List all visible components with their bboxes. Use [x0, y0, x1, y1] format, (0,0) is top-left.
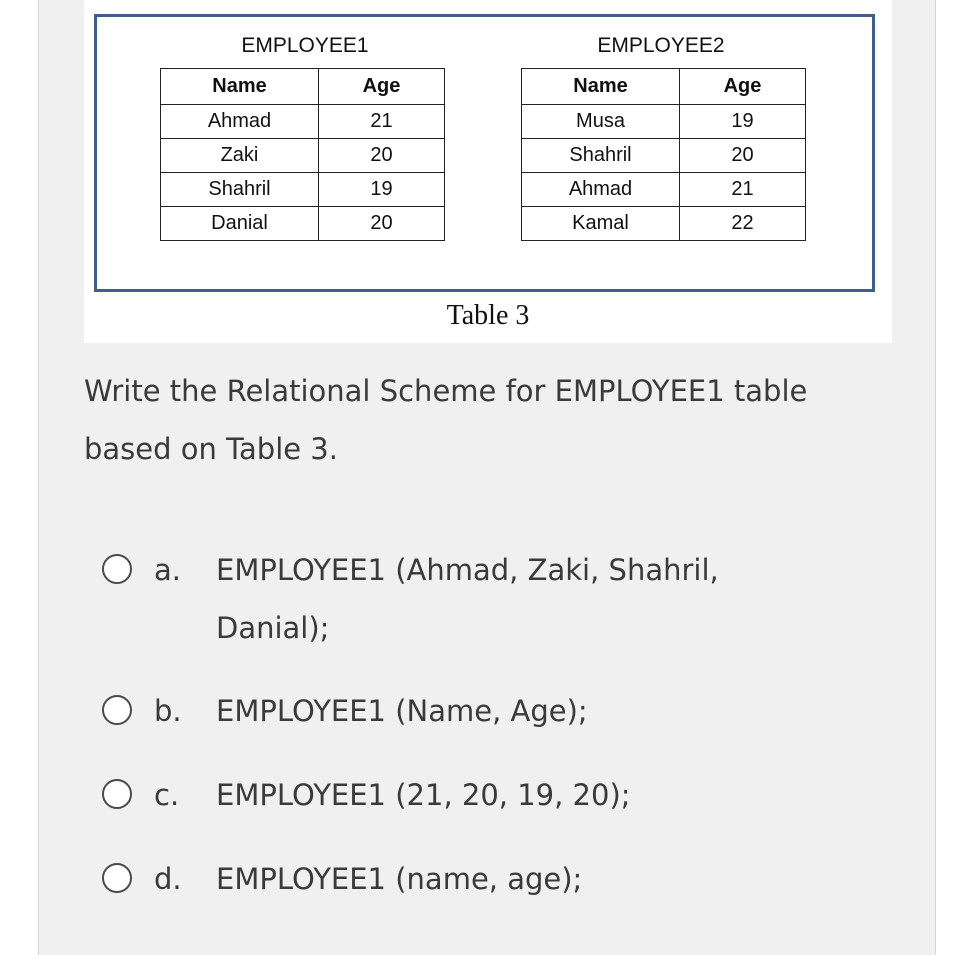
option-label: EMPLOYEE1 (21, 20, 19, 20); [216, 778, 631, 812]
age-cell: 20 [680, 139, 806, 173]
employee1-title: EMPLOYEE1 [241, 34, 369, 57]
radio-button-icon[interactable] [102, 863, 132, 893]
employee1-table [160, 68, 445, 241]
table-row [161, 173, 445, 207]
age-cell: 21 [680, 173, 806, 207]
name-cell: Kamal [522, 207, 680, 241]
table-header-row [161, 69, 445, 105]
name-cell: Shahril [522, 139, 680, 173]
table-row [161, 139, 445, 173]
age-cell: 20 [319, 207, 445, 241]
option-letter: a. [154, 553, 181, 587]
column-header: Age [680, 69, 806, 105]
table-row [522, 173, 806, 207]
age-cell: 22 [680, 207, 806, 241]
name-cell: Shahril [161, 173, 319, 207]
age-cell: 19 [680, 105, 806, 139]
table-header-row [522, 69, 806, 105]
option-letter: b. [154, 694, 182, 728]
table-row [522, 139, 806, 173]
name-cell: Ahmad [522, 173, 680, 207]
figure-caption: Table 3 [446, 300, 530, 331]
age-cell: 20 [319, 139, 445, 173]
name-cell: Zaki [161, 139, 319, 173]
option-letter: c. [154, 778, 180, 812]
column-header: Age [319, 69, 445, 105]
employee2-title: EMPLOYEE2 [597, 34, 725, 57]
radio-button-icon[interactable] [102, 554, 132, 584]
table-row [522, 105, 806, 139]
name-cell: Danial [161, 207, 319, 241]
option-letter: d. [154, 862, 182, 896]
question-text: Write the Relational Scheme for EMPLOYEE1 table based on Table 3. [84, 374, 808, 466]
employee2-table [521, 68, 806, 241]
name-cell: Ahmad [161, 105, 319, 139]
column-header: Name [161, 69, 319, 105]
table-figure [84, 0, 892, 343]
option-label: EMPLOYEE1 (Ahmad, Zaki, Shahril, Danial); [216, 553, 719, 645]
table-row [161, 105, 445, 139]
column-header: Name [522, 69, 680, 105]
radio-button-icon[interactable] [102, 779, 132, 809]
age-cell: 21 [319, 105, 445, 139]
name-cell: Musa [522, 105, 680, 139]
option-label: EMPLOYEE1 (Name, Age); [216, 694, 588, 728]
table-row [161, 207, 445, 241]
option-label: EMPLOYEE1 (name, age); [216, 862, 583, 896]
age-cell: 19 [319, 173, 445, 207]
table-row [522, 207, 806, 241]
radio-button-icon[interactable] [102, 695, 132, 725]
